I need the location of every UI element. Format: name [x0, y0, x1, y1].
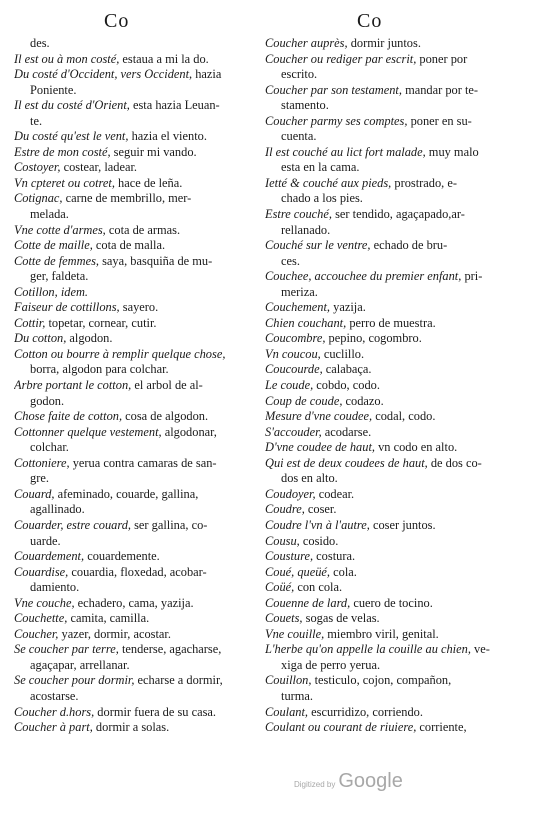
spanish-translation: yazija.	[330, 300, 366, 315]
dictionary-entry-line	[14, 565, 262, 581]
french-headword: Couardement,	[14, 549, 85, 564]
dictionary-entry-line	[265, 83, 541, 99]
french-headword: Couarder, estre couard,	[14, 517, 132, 532]
french-headword: Estre de mon costé,	[14, 144, 111, 159]
dictionary-entry-line	[265, 36, 541, 52]
spanish-translation: carne de membrillo, mer-	[62, 191, 192, 206]
digitized-watermark	[294, 770, 403, 793]
spanish-translation: costura.	[313, 549, 356, 564]
french-headword: Cottonner quelque vestement,	[14, 424, 162, 439]
watermark-logo-text: Google	[338, 770, 403, 792]
french-headword: Vn coucou,	[265, 346, 321, 361]
spanish-translation: esta hazia Leuan-	[129, 98, 220, 113]
dictionary-entry-line	[14, 285, 262, 301]
spanish-translation: coser.	[304, 502, 337, 517]
right-column	[265, 36, 541, 736]
spanish-translation: cuenta.	[281, 129, 317, 144]
spanish-translation: de dos co-	[427, 455, 482, 470]
dictionary-entry-line	[265, 487, 541, 503]
french-headword: Coulant ou courant de riuiere,	[265, 720, 417, 735]
french-headword: Couets,	[265, 611, 303, 626]
entry-continuation-line	[265, 285, 541, 301]
french-headword: Il est du costé d'Orient,	[14, 98, 130, 113]
dictionary-entry-line	[265, 549, 541, 565]
dictionary-entry-line	[14, 673, 262, 689]
dictionary-entry-line	[265, 176, 541, 192]
dictionary-entry-line	[14, 98, 262, 114]
entry-continuation-line	[265, 689, 541, 705]
spanish-translation: te.	[30, 113, 43, 128]
spanish-translation: gre.	[30, 471, 49, 486]
dictionary-entry-line	[265, 705, 541, 721]
french-headword: Estre couché,	[265, 207, 332, 222]
spanish-translation: mandar por te-	[401, 82, 479, 97]
spanish-translation: coser juntos.	[369, 517, 436, 532]
spanish-translation: chado a los pies.	[281, 191, 363, 206]
spanish-translation: xiga de perro yerua.	[281, 657, 381, 672]
dictionary-entry-line	[265, 596, 541, 612]
dictionary-entry-line	[14, 642, 262, 658]
dictionary-entry-line	[14, 518, 262, 534]
french-headword: Couchette,	[14, 611, 68, 626]
dictionary-entry-line	[14, 331, 262, 347]
dictionary-entry-line	[14, 129, 262, 145]
dictionary-entry-line	[265, 300, 541, 316]
entry-continuation-line	[265, 658, 541, 674]
entry-continuation-line	[265, 191, 541, 207]
dictionary-entry-line	[14, 456, 262, 472]
french-headword: Coucher parmy ses comptes,	[265, 113, 408, 128]
french-headword: Chose faite de cotton,	[14, 409, 123, 424]
spanish-translation: poner por	[416, 51, 468, 66]
spanish-translation: godon.	[30, 393, 65, 408]
entry-continuation-line	[265, 223, 541, 239]
right-running-head: Co	[357, 10, 383, 32]
spanish-translation: turma.	[281, 688, 313, 703]
dictionary-entry-line	[265, 720, 541, 736]
dictionary-entry-line	[14, 191, 262, 207]
dictionary-entry-line	[14, 223, 262, 239]
dictionary-entry-line	[265, 425, 541, 441]
french-headword: Coucher auprès,	[265, 36, 348, 50]
left-running-head: Co	[104, 10, 130, 32]
dictionary-entry-line	[265, 145, 541, 161]
dictionary-entry-line	[265, 611, 541, 627]
entry-continuation-line	[14, 502, 262, 518]
french-headword: Couillon,	[265, 673, 312, 688]
dictionary-entry-line	[265, 580, 541, 596]
dictionary-entry-line	[265, 502, 541, 518]
spanish-translation: cobdo, codo.	[313, 378, 380, 393]
dictionary-entry-line	[14, 145, 262, 161]
french-headword: Coudre,	[265, 502, 305, 517]
spanish-translation: rellanado.	[281, 222, 331, 237]
spanish-translation: costear, ladear.	[60, 160, 138, 175]
spanish-translation: pri-	[461, 269, 483, 284]
spanish-translation: vn codo en alto.	[375, 440, 458, 455]
french-headword: Couché sur le ventre,	[265, 238, 371, 253]
spanish-translation: colchar.	[30, 440, 69, 455]
entry-continuation-line	[265, 67, 541, 83]
dictionary-entry-line	[265, 207, 541, 223]
spanish-translation: acostarse.	[30, 688, 79, 703]
french-headword: Cotte de maille,	[14, 238, 93, 253]
spanish-translation: , hazia	[189, 67, 222, 82]
spanish-translation: Poniente.	[30, 82, 77, 97]
spanish-translation: cota de malla.	[92, 238, 166, 253]
dictionary-entry-line	[265, 316, 541, 332]
entry-continuation-line	[14, 362, 262, 378]
spanish-translation: codal, codo.	[372, 409, 436, 424]
french-headword: Arbre portant le cotton,	[14, 378, 132, 393]
spanish-translation: el arbol de al-	[131, 378, 203, 393]
french-headword: Cotillon, idem.	[14, 284, 88, 299]
french-headword: Du costé d'Occident, vers Occident	[14, 67, 190, 82]
spanish-translation: uarde.	[30, 533, 61, 548]
dictionary-entry-line	[14, 378, 262, 394]
spanish-translation: estaua a mi la do.	[119, 51, 209, 66]
spanish-translation: miembro viril, genital.	[324, 626, 439, 641]
spanish-translation: cuero de tocino.	[350, 595, 433, 610]
spanish-translation: algodon.	[66, 331, 113, 346]
spanish-translation: camita, camilla.	[67, 611, 150, 626]
french-headword: Chien couchant,	[265, 315, 347, 330]
dictionary-entry-line	[265, 673, 541, 689]
spanish-translation: cosido.	[299, 533, 339, 548]
dictionary-entry-line	[265, 642, 541, 658]
entry-continuation-line	[14, 114, 262, 130]
french-headword: Ietté & couché aux pieds,	[265, 175, 392, 190]
spanish-translation: cota de armas.	[105, 222, 181, 237]
spanish-translation: poner en su-	[407, 113, 472, 128]
french-headword: Couchement,	[265, 300, 331, 315]
spanish-translation: pepino, cogombro.	[325, 331, 422, 346]
dictionary-entry-line	[265, 534, 541, 550]
french-headword: Se coucher pour dormir,	[14, 673, 135, 688]
french-headword: Coucher,	[14, 626, 59, 641]
entry-continuation-line	[265, 129, 541, 145]
dictionary-entry-line	[265, 456, 541, 472]
spanish-translation: codear.	[315, 486, 355, 501]
entry-continuation-line	[14, 580, 262, 596]
french-headword: Couchee, accouchee du premier enfant,	[265, 269, 462, 284]
french-headword: Coucher d.hors,	[14, 704, 95, 719]
spanish-translation: ve-	[470, 642, 490, 657]
french-headword: Coulant,	[265, 704, 309, 719]
spanish-translation: hazia el viento.	[128, 129, 207, 144]
french-headword: S'accouder,	[265, 424, 322, 439]
french-headword: Coucourde,	[265, 362, 323, 377]
dictionary-entry-line	[14, 549, 262, 565]
french-headword: Cotton ou bourre à remplir quelque chose,	[14, 346, 226, 361]
french-headword: Il est ou à mon costé,	[14, 51, 120, 66]
spanish-translation: couardemente.	[84, 549, 160, 564]
french-headword: Cotignac,	[14, 191, 63, 206]
french-headword: Coup de coude,	[265, 393, 343, 408]
spanish-translation: acodarse.	[321, 424, 372, 439]
watermark-small-text: Digitized by	[294, 780, 336, 789]
entry-continuation-line	[14, 689, 262, 705]
spanish-translation: yerua contra camaras de san-	[69, 455, 217, 470]
spanish-translation: meriza.	[281, 284, 318, 299]
spanish-translation: afeminado, couarde, gallina,	[54, 486, 199, 501]
spanish-translation: cuclillo.	[320, 346, 365, 361]
french-headword: Cottoniere,	[14, 455, 70, 470]
dictionary-entry-line	[14, 67, 262, 83]
spanish-translation: topetar, cornear, cutir.	[45, 315, 157, 330]
french-headword: Vne couille,	[265, 626, 325, 641]
spanish-translation: stamento.	[281, 98, 329, 113]
dictionary-entry-line	[14, 347, 262, 363]
french-headword: Faiseur de cottillons,	[14, 300, 120, 315]
entry-continuation-line	[14, 36, 262, 52]
spanish-translation: des.	[30, 36, 50, 50]
spanish-translation: echado de bru-	[370, 238, 448, 253]
spanish-translation: escrito.	[281, 67, 318, 82]
french-headword: Vne cotte d'armes,	[14, 222, 106, 237]
french-headword: Il est couché au lict fort malade,	[265, 144, 426, 159]
spanish-translation: tenderse, agacharse,	[118, 642, 222, 657]
dictionary-entry-line	[265, 440, 541, 456]
french-headword: Coucher à part,	[14, 720, 93, 735]
french-headword: Coucombre,	[265, 331, 326, 346]
left-column	[14, 36, 262, 736]
dictionary-entry-line	[265, 565, 541, 581]
spanish-translation: ser tendido, agaçapado,ar-	[331, 207, 465, 222]
spanish-translation: yazer, dormir, acostar.	[58, 626, 171, 641]
dictionary-entry-line	[265, 238, 541, 254]
french-headword: D'vne coudee de haut,	[265, 440, 375, 455]
spanish-translation: ces.	[281, 253, 300, 268]
dictionary-entry-line	[265, 409, 541, 425]
spanish-translation: dormir a solas.	[92, 720, 170, 735]
spanish-translation: hace de leña.	[114, 175, 183, 190]
french-headword: Mesure d'vne coudee,	[265, 409, 373, 424]
spanish-translation: saya, basquiña de mu-	[99, 253, 213, 268]
french-headword: Cousu,	[265, 533, 300, 548]
french-headword: Vne couche,	[14, 595, 75, 610]
dictionary-entry-line	[14, 720, 262, 736]
dictionary-entry-line	[14, 160, 262, 176]
entry-continuation-line	[14, 83, 262, 99]
french-headword: Vn cpteret ou cotret,	[14, 175, 115, 190]
spanish-translation: seguir mi vando.	[110, 144, 197, 159]
dictionary-entry-line	[14, 425, 262, 441]
spanish-translation: agallinado.	[30, 502, 85, 517]
entry-continuation-line	[14, 394, 262, 410]
french-headword: Se coucher par terre,	[14, 642, 119, 657]
spanish-translation: sayero.	[119, 300, 159, 315]
dictionary-entry-line	[265, 378, 541, 394]
spanish-translation: prostrado, e-	[391, 175, 457, 190]
dictionary-entry-line	[14, 705, 262, 721]
spanish-translation: escurridizo, corriendo.	[308, 704, 423, 719]
spanish-translation: melada.	[30, 207, 69, 222]
spanish-translation: algodonar,	[161, 424, 217, 439]
dictionary-entry-line	[14, 409, 262, 425]
entry-continuation-line	[14, 534, 262, 550]
dictionary-entry-line	[14, 487, 262, 503]
french-headword: Coucher ou rediger par escrit,	[265, 51, 417, 66]
spanish-translation: echarse a dormir,	[134, 673, 223, 688]
entry-continuation-line	[14, 471, 262, 487]
spanish-translation: muy malo	[425, 144, 479, 159]
spanish-translation: echadero, cama, yazija.	[74, 595, 194, 610]
dictionary-entry-line	[14, 611, 262, 627]
dictionary-entry-line	[14, 316, 262, 332]
french-headword: Du costé qu'est le vent,	[14, 129, 129, 144]
french-headword: Coucher par son testament,	[265, 82, 402, 97]
french-headword: L'herbe qu'on appelle la couille au chien,	[265, 642, 471, 657]
dictionary-entry-line	[265, 347, 541, 363]
french-headword: Cousture,	[265, 549, 314, 564]
french-headword: Couenne de lard,	[265, 595, 351, 610]
dictionary-entry-line	[265, 114, 541, 130]
spanish-translation: borra, algodon para colchar.	[30, 362, 169, 377]
french-headword: Cottir,	[14, 315, 46, 330]
dictionary-entry-line	[265, 269, 541, 285]
spanish-translation: corriente,	[416, 720, 467, 735]
spanish-translation: damiento.	[30, 580, 80, 595]
dictionary-entry-line	[14, 627, 262, 643]
spanish-translation: cola.	[330, 564, 357, 579]
entry-continuation-line	[265, 98, 541, 114]
spanish-translation: dormir fuera de su casa.	[94, 704, 216, 719]
entry-continuation-line	[14, 440, 262, 456]
french-headword: Coudoyer,	[265, 486, 316, 501]
dictionary-entry-line	[14, 596, 262, 612]
dictionary-entry-line	[265, 394, 541, 410]
spanish-translation: dormir juntos.	[347, 36, 421, 50]
french-headword: Du cotton,	[14, 331, 67, 346]
spanish-translation: agaçapar, arrellanar.	[30, 657, 130, 672]
french-headword: Coué, queüé,	[265, 564, 331, 579]
french-headword: Qui est de deux coudees de haut,	[265, 455, 428, 470]
dictionary-entry-line	[265, 627, 541, 643]
spanish-translation: dos en alto.	[281, 471, 338, 486]
dictionary-entry-line	[265, 331, 541, 347]
french-headword: Le coude,	[265, 378, 314, 393]
spanish-translation: sogas de velas.	[302, 611, 380, 626]
dictionary-entry-line	[14, 254, 262, 270]
dictionary-entry-line	[14, 238, 262, 254]
spanish-translation: perro de muestra.	[346, 315, 436, 330]
french-headword: Costoyer,	[14, 160, 61, 175]
spanish-translation: testiculo, cojon, compañon,	[311, 673, 452, 688]
dictionary-entry-line	[14, 300, 262, 316]
spanish-translation: ser gallina, co-	[131, 517, 208, 532]
entry-continuation-line	[14, 207, 262, 223]
spanish-translation: couardia, floxedad, acobar-	[68, 564, 207, 579]
spanish-translation: codazo.	[342, 393, 384, 408]
dictionary-entry-line	[14, 52, 262, 68]
french-headword: Couardise,	[14, 564, 69, 579]
entry-continuation-line	[265, 254, 541, 270]
entry-continuation-line	[14, 269, 262, 285]
spanish-translation: ger, faldeta.	[30, 269, 89, 284]
french-headword: Couard,	[14, 486, 55, 501]
spanish-translation: con cola.	[294, 580, 343, 595]
spanish-translation: esta en la cama.	[281, 160, 360, 175]
entry-continuation-line	[265, 160, 541, 176]
dictionary-entry-line	[265, 362, 541, 378]
french-headword: Cotte de femmes,	[14, 253, 99, 268]
dictionary-entry-line	[265, 52, 541, 68]
french-headword: Coudre l'vn à l'autre,	[265, 517, 370, 532]
french-headword: Coüé,	[265, 580, 295, 595]
dictionary-entry-line	[265, 518, 541, 534]
entry-continuation-line	[14, 658, 262, 674]
dictionary-entry-line	[14, 176, 262, 192]
entry-continuation-line	[265, 471, 541, 487]
spanish-translation: cosa de algodon.	[122, 409, 209, 424]
spanish-translation: calabaça.	[322, 362, 372, 377]
